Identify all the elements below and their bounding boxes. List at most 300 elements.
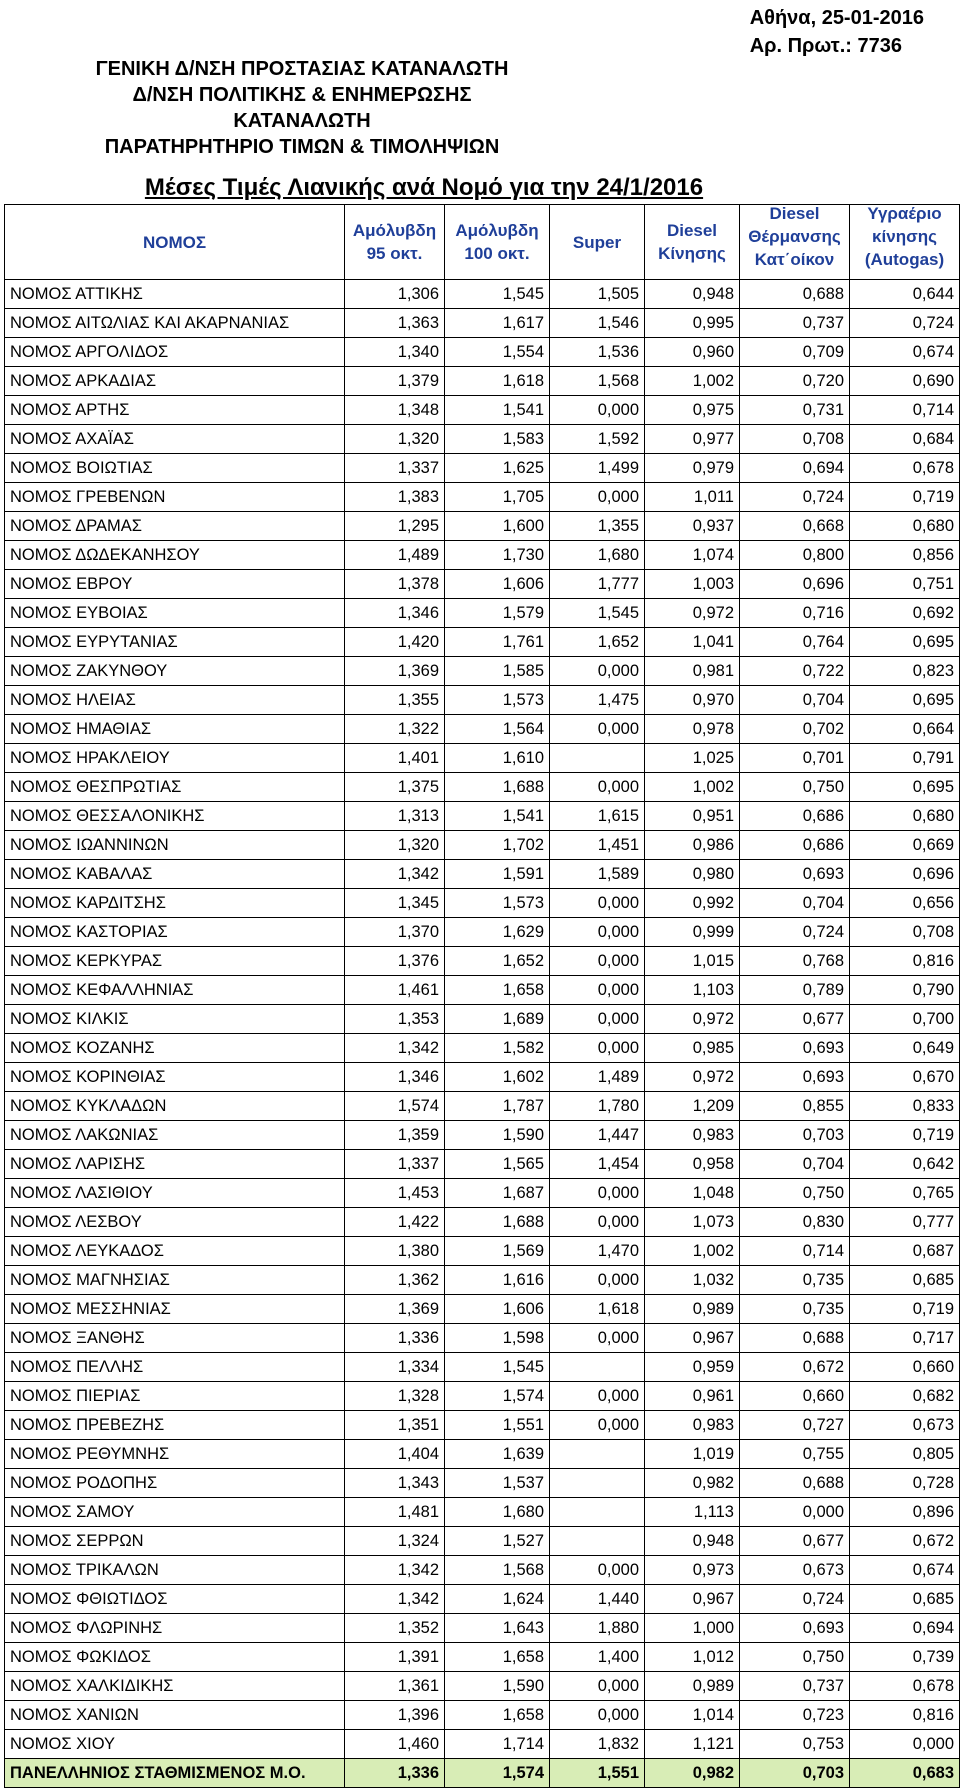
price-cell: 0,724 bbox=[850, 309, 960, 338]
price-cell: 1,451 bbox=[550, 831, 645, 860]
price-cell: 1,032 bbox=[645, 1266, 740, 1295]
price-cell: 0,982 bbox=[645, 1469, 740, 1498]
column-header-unleaded-100 bbox=[445, 205, 550, 280]
table-row bbox=[5, 309, 960, 338]
price-cell: 0,856 bbox=[850, 541, 960, 570]
table-row bbox=[5, 1730, 960, 1759]
price-cell: 0,723 bbox=[740, 1701, 850, 1730]
price-cell: 0,668 bbox=[740, 512, 850, 541]
column-header-text bbox=[745, 205, 844, 279]
price-cell: 0,694 bbox=[850, 1614, 960, 1643]
price-cell: 0,693 bbox=[740, 1063, 850, 1092]
price-cell: 0,693 bbox=[740, 1034, 850, 1063]
price-cell: 0,800 bbox=[740, 541, 850, 570]
prefecture-name-cell: ΝΟΜΟΣ ΓΡΕΒΕΝΩΝ bbox=[5, 483, 345, 512]
price-cell: 1,447 bbox=[550, 1121, 645, 1150]
price-cell: 0,709 bbox=[740, 338, 850, 367]
price-cell: 0,000 bbox=[550, 1179, 645, 1208]
price-cell: 0,702 bbox=[740, 715, 850, 744]
price-cell: 1,551 bbox=[550, 1759, 645, 1788]
prefecture-name-cell: ΝΟΜΟΣ ΚΥΚΛΑΔΩΝ bbox=[5, 1092, 345, 1121]
price-cell: 1,420 bbox=[345, 628, 445, 657]
price-cell: 0,973 bbox=[645, 1556, 740, 1585]
price-cell: 0,685 bbox=[850, 1585, 960, 1614]
price-cell: 1,615 bbox=[550, 802, 645, 831]
fuel-prices-table bbox=[4, 204, 960, 1788]
price-cell: 0,684 bbox=[850, 425, 960, 454]
table-row bbox=[5, 1237, 960, 1266]
price-cell: 0,680 bbox=[850, 512, 960, 541]
price-cell: 0,649 bbox=[850, 1034, 960, 1063]
price-cell: 0,000 bbox=[550, 1324, 645, 1353]
prefecture-name-cell: ΝΟΜΟΣ ΧΑΛΚΙΔΙΚΗΣ bbox=[5, 1672, 345, 1701]
price-cell: 1,489 bbox=[550, 1063, 645, 1092]
price-cell: 1,687 bbox=[445, 1179, 550, 1208]
prefecture-name-cell: ΝΟΜΟΣ ΛΑΡΙΣΗΣ bbox=[5, 1150, 345, 1179]
price-cell: 0,960 bbox=[645, 338, 740, 367]
price-cell: 1,340 bbox=[345, 338, 445, 367]
price-cell: 0,703 bbox=[740, 1759, 850, 1788]
price-cell: 1,551 bbox=[445, 1411, 550, 1440]
column-header-text bbox=[10, 205, 339, 279]
price-cell: 0,823 bbox=[850, 657, 960, 686]
price-cell: 1,574 bbox=[445, 1382, 550, 1411]
prefecture-name-cell: ΝΟΜΟΣ ΗΡΑΚΛΕΙΟΥ bbox=[5, 744, 345, 773]
price-cell: 0,951 bbox=[645, 802, 740, 831]
prefecture-name-cell: ΝΟΜΟΣ ΚΟΡΙΝΘΙΑΣ bbox=[5, 1063, 345, 1092]
price-cell: 0,978 bbox=[645, 715, 740, 744]
table-row bbox=[5, 1585, 960, 1614]
prefecture-name-cell: ΝΟΜΟΣ ΚΕΦΑΛΛΗΝΙΑΣ bbox=[5, 976, 345, 1005]
price-cell: 0,986 bbox=[645, 831, 740, 860]
prefecture-name-cell: ΝΟΜΟΣ ΣΕΡΡΩΝ bbox=[5, 1527, 345, 1556]
prefecture-name-cell: ΝΟΜΟΣ ΑΤΤΙΚΗΣ bbox=[5, 280, 345, 309]
price-cell: 0,805 bbox=[850, 1440, 960, 1469]
document-date: Αθήνα, 25-01-2016 bbox=[749, 7, 924, 29]
price-cell: 0,977 bbox=[645, 425, 740, 454]
prefecture-name-cell: ΝΟΜΟΣ ΕΥΡΥΤΑΝΙΑΣ bbox=[5, 628, 345, 657]
price-cell: 1,073 bbox=[645, 1208, 740, 1237]
price-cell: 0,980 bbox=[645, 860, 740, 889]
price-cell: 1,527 bbox=[445, 1527, 550, 1556]
prefecture-name-cell: ΝΟΜΟΣ ΠΙΕΡΙΑΣ bbox=[5, 1382, 345, 1411]
price-cell: 1,342 bbox=[345, 1556, 445, 1585]
table-row bbox=[5, 889, 960, 918]
price-cell: 1,658 bbox=[445, 1701, 550, 1730]
price-cell: 0,727 bbox=[740, 1411, 850, 1440]
prefecture-name-cell: ΝΟΜΟΣ ΛΕΥΚΑΔΟΣ bbox=[5, 1237, 345, 1266]
prefecture-name-cell: ΝΟΜΟΣ ΦΘΙΩΤΙΔΟΣ bbox=[5, 1585, 345, 1614]
price-cell: 0,750 bbox=[740, 1179, 850, 1208]
prefecture-name-cell: ΝΟΜΟΣ ΠΡΕΒΕΖΗΣ bbox=[5, 1411, 345, 1440]
prefecture-name-cell: ΝΟΜΟΣ ΑΡΓΟΛΙΔΟΣ bbox=[5, 338, 345, 367]
table-row bbox=[5, 860, 960, 889]
price-cell: 1,012 bbox=[645, 1643, 740, 1672]
prefecture-name-cell: ΝΟΜΟΣ ΙΩΑΝΝΙΝΩΝ bbox=[5, 831, 345, 860]
table-row bbox=[5, 715, 960, 744]
price-cell: 0,751 bbox=[850, 570, 960, 599]
price-cell: 1,688 bbox=[445, 1208, 550, 1237]
price-cell: 1,352 bbox=[345, 1614, 445, 1643]
price-cell: 0,735 bbox=[740, 1295, 850, 1324]
price-cell: 1,629 bbox=[445, 918, 550, 947]
price-cell: 1,680 bbox=[445, 1498, 550, 1527]
prefecture-name-cell: ΝΟΜΟΣ ΚΑΡΔΙΤΣΗΣ bbox=[5, 889, 345, 918]
org-line-directorate: Δ/ΝΣΗ ΠΟΛΙΤΙΚΗΣ & ΕΝΗΜΕΡΩΣΗΣ ΚΑΤΑΝΑΛΩΤΗ bbox=[132, 84, 472, 132]
column-header-line: Αμόλυβδη bbox=[352, 221, 437, 240]
price-cell: 0,656 bbox=[850, 889, 960, 918]
table-row bbox=[5, 686, 960, 715]
price-cell: 1,489 bbox=[345, 541, 445, 570]
column-header-line: 95 οκτ. bbox=[366, 244, 423, 263]
price-cell: 0,688 bbox=[740, 1324, 850, 1353]
price-cell: 1,761 bbox=[445, 628, 550, 657]
price-cell: 0,777 bbox=[850, 1208, 960, 1237]
table-row bbox=[5, 1643, 960, 1672]
price-cell: 1,617 bbox=[445, 309, 550, 338]
price-cell: 0,790 bbox=[850, 976, 960, 1005]
table-row bbox=[5, 1150, 960, 1179]
price-cell: 1,343 bbox=[345, 1469, 445, 1498]
price-cell: 0,750 bbox=[740, 773, 850, 802]
price-cell: 0,000 bbox=[550, 1034, 645, 1063]
price-cell: 0,765 bbox=[850, 1179, 960, 1208]
price-cell: 1,714 bbox=[445, 1730, 550, 1759]
price-cell: 1,345 bbox=[345, 889, 445, 918]
price-cell: 0,683 bbox=[850, 1759, 960, 1788]
table-row bbox=[5, 338, 960, 367]
price-cell: 1,475 bbox=[550, 686, 645, 715]
prefecture-name-cell: ΝΟΜΟΣ ΒΟΙΩΤΙΑΣ bbox=[5, 454, 345, 483]
price-cell: 1,376 bbox=[345, 947, 445, 976]
prefecture-name-cell: ΝΟΜΟΣ ΛΑΚΩΝΙΑΣ bbox=[5, 1121, 345, 1150]
price-cell: 0,816 bbox=[850, 947, 960, 976]
price-cell: 0,719 bbox=[850, 483, 960, 512]
price-cell: 1,041 bbox=[645, 628, 740, 657]
price-cell: 0,000 bbox=[550, 918, 645, 947]
protocol-number: Αρ. Πρωτ.: 7736 bbox=[749, 35, 902, 57]
prefecture-name-cell: ΝΟΜΟΣ ΕΥΒΟΙΑΣ bbox=[5, 599, 345, 628]
column-header-line: Υγραέριο bbox=[867, 205, 942, 223]
table-row bbox=[5, 744, 960, 773]
table-row bbox=[5, 1469, 960, 1498]
price-cell: 0,999 bbox=[645, 918, 740, 947]
price-cell: 0,660 bbox=[740, 1382, 850, 1411]
price-cell bbox=[550, 1440, 645, 1469]
price-cell: 0,739 bbox=[850, 1643, 960, 1672]
price-cell: 0,722 bbox=[740, 657, 850, 686]
prefecture-name-cell: ΝΟΜΟΣ ΘΕΣΣΑΛΟΝΙΚΗΣ bbox=[5, 802, 345, 831]
prefecture-name-cell: ΝΟΜΟΣ ΑΧΑΪΑΣ bbox=[5, 425, 345, 454]
table-row bbox=[5, 976, 960, 1005]
table-row bbox=[5, 599, 960, 628]
price-cell: 1,074 bbox=[645, 541, 740, 570]
price-cell: 1,568 bbox=[550, 367, 645, 396]
prefecture-name-cell: ΝΟΜΟΣ ΚΑΒΑΛΑΣ bbox=[5, 860, 345, 889]
price-cell: 1,573 bbox=[445, 889, 550, 918]
price-cell: 1,652 bbox=[445, 947, 550, 976]
column-header-prefecture bbox=[5, 205, 345, 280]
price-cell: 1,396 bbox=[345, 1701, 445, 1730]
price-cell: 0,686 bbox=[740, 802, 850, 831]
column-header-text bbox=[450, 205, 544, 279]
prefecture-name-cell: ΠΑΝΕΛΛΗΝΙΟΣ ΣΤΑΘΜΙΣΜΕΝΟΣ Μ.Ο. bbox=[5, 1759, 345, 1788]
price-cell: 0,693 bbox=[740, 1614, 850, 1643]
prefecture-name-cell: ΝΟΜΟΣ ΚΑΣΤΟΡΙΑΣ bbox=[5, 918, 345, 947]
price-cell: 0,972 bbox=[645, 599, 740, 628]
price-cell: 1,379 bbox=[345, 367, 445, 396]
price-cell: 0,694 bbox=[740, 454, 850, 483]
price-cell: 0,731 bbox=[740, 396, 850, 425]
price-cell: 0,674 bbox=[850, 1556, 960, 1585]
price-cell: 0,708 bbox=[740, 425, 850, 454]
column-header-text bbox=[350, 205, 439, 279]
price-cell: 1,564 bbox=[445, 715, 550, 744]
price-cell: 1,545 bbox=[445, 280, 550, 309]
price-cell: 1,787 bbox=[445, 1092, 550, 1121]
price-cell: 1,391 bbox=[345, 1643, 445, 1672]
price-cell: 0,000 bbox=[740, 1498, 850, 1527]
price-cell: 1,346 bbox=[345, 599, 445, 628]
column-header-line: Diesel bbox=[769, 205, 820, 223]
price-cell: 0,696 bbox=[740, 570, 850, 599]
price-cell: 1,777 bbox=[550, 570, 645, 599]
price-cell: 1,336 bbox=[345, 1324, 445, 1353]
price-cell: 0,000 bbox=[550, 396, 645, 425]
price-cell: 0,704 bbox=[740, 686, 850, 715]
price-cell: 1,342 bbox=[345, 1585, 445, 1614]
price-cell: 1,422 bbox=[345, 1208, 445, 1237]
price-cell: 1,025 bbox=[645, 744, 740, 773]
price-cell: 0,959 bbox=[645, 1353, 740, 1382]
price-cell: 1,378 bbox=[345, 570, 445, 599]
table-row bbox=[5, 1614, 960, 1643]
price-cell: 1,306 bbox=[345, 280, 445, 309]
column-header-line: (Autogas) bbox=[864, 250, 945, 269]
price-cell: 1,591 bbox=[445, 860, 550, 889]
table-row bbox=[5, 1556, 960, 1585]
price-cell: 1,361 bbox=[345, 1672, 445, 1701]
price-cell: 1,019 bbox=[645, 1440, 740, 1469]
price-cell: 0,000 bbox=[550, 947, 645, 976]
price-cell: 1,573 bbox=[445, 686, 550, 715]
price-cell: 0,000 bbox=[550, 1672, 645, 1701]
price-cell: 0,000 bbox=[550, 1556, 645, 1585]
table-header-row bbox=[5, 205, 960, 280]
price-cell: 0,737 bbox=[740, 309, 850, 338]
price-cell: 1,705 bbox=[445, 483, 550, 512]
price-cell: 0,695 bbox=[850, 686, 960, 715]
price-cell: 1,461 bbox=[345, 976, 445, 1005]
price-cell: 0,714 bbox=[740, 1237, 850, 1266]
price-cell: 1,346 bbox=[345, 1063, 445, 1092]
table-row bbox=[5, 454, 960, 483]
price-cell: 1,348 bbox=[345, 396, 445, 425]
price-cell: 1,002 bbox=[645, 367, 740, 396]
table-row bbox=[5, 802, 960, 831]
table-row bbox=[5, 1121, 960, 1150]
price-cell: 0,992 bbox=[645, 889, 740, 918]
price-cell: 1,401 bbox=[345, 744, 445, 773]
price-cell: 0,703 bbox=[740, 1121, 850, 1150]
column-header-unleaded-95 bbox=[345, 205, 445, 280]
price-cell: 0,000 bbox=[550, 1382, 645, 1411]
price-cell: 0,896 bbox=[850, 1498, 960, 1527]
price-cell: 1,337 bbox=[345, 454, 445, 483]
price-cell: 1,658 bbox=[445, 1643, 550, 1672]
price-cell: 0,970 bbox=[645, 686, 740, 715]
price-cell: 0,687 bbox=[850, 1237, 960, 1266]
page-title-text: Μέσες Τιμές Λιανικής ανά Νομό για την 24/1/2016 bbox=[144, 174, 704, 201]
price-cell: 0,961 bbox=[645, 1382, 740, 1411]
price-cell: 0,000 bbox=[550, 1005, 645, 1034]
price-cell: 1,880 bbox=[550, 1614, 645, 1643]
price-cell: 1,499 bbox=[550, 454, 645, 483]
prefecture-name-cell: ΝΟΜΟΣ ΘΕΣΠΡΩΤΙΑΣ bbox=[5, 773, 345, 802]
price-cell: 0,688 bbox=[740, 280, 850, 309]
price-cell: 0,674 bbox=[850, 338, 960, 367]
table-row bbox=[5, 1440, 960, 1469]
price-cell: 1,380 bbox=[345, 1237, 445, 1266]
price-cell: 1,616 bbox=[445, 1266, 550, 1295]
table-row bbox=[5, 396, 960, 425]
price-cell: 1,334 bbox=[345, 1353, 445, 1382]
price-cell: 0,967 bbox=[645, 1585, 740, 1614]
prefecture-name-cell: ΝΟΜΟΣ ΑΡΚΑΔΙΑΣ bbox=[5, 367, 345, 396]
price-cell: 0,720 bbox=[740, 367, 850, 396]
price-cell bbox=[550, 1353, 645, 1382]
column-header-text bbox=[855, 205, 954, 279]
price-cell: 1,011 bbox=[645, 483, 740, 512]
table-row bbox=[5, 947, 960, 976]
price-cell: 1,589 bbox=[550, 860, 645, 889]
price-cell: 1,680 bbox=[550, 541, 645, 570]
prefecture-name-cell: ΝΟΜΟΣ ΞΑΝΘΗΣ bbox=[5, 1324, 345, 1353]
price-cell: 1,383 bbox=[345, 483, 445, 512]
price-cell: 1,363 bbox=[345, 309, 445, 338]
price-cell: 0,724 bbox=[740, 918, 850, 947]
price-cell: 0,644 bbox=[850, 280, 960, 309]
table-row bbox=[5, 1411, 960, 1440]
org-line-general-directorate: ΓΕΝΙΚΗ Δ/ΝΣΗ ΠΡΟΣΤΑΣΙΑΣ ΚΑΤΑΝΑΛΩΤΗ bbox=[95, 58, 509, 80]
column-header-line: Αμόλυβδη bbox=[455, 221, 539, 240]
price-cell: 1,602 bbox=[445, 1063, 550, 1092]
price-cell: 1,600 bbox=[445, 512, 550, 541]
table-row bbox=[5, 280, 960, 309]
price-cell: 1,643 bbox=[445, 1614, 550, 1643]
price-cell: 0,704 bbox=[740, 1150, 850, 1179]
price-cell: 0,000 bbox=[850, 1730, 960, 1759]
price-cell: 0,768 bbox=[740, 947, 850, 976]
price-cell: 1,702 bbox=[445, 831, 550, 860]
price-cell: 0,975 bbox=[645, 396, 740, 425]
table-row bbox=[5, 570, 960, 599]
price-cell: 1,624 bbox=[445, 1585, 550, 1614]
price-cell: 0,000 bbox=[550, 1701, 645, 1730]
price-cell: 1,625 bbox=[445, 454, 550, 483]
price-cell: 1,460 bbox=[345, 1730, 445, 1759]
price-cell: 0,948 bbox=[645, 1527, 740, 1556]
price-cell: 0,967 bbox=[645, 1324, 740, 1353]
organization-heading bbox=[62, 56, 542, 160]
table-row bbox=[5, 1063, 960, 1092]
prefecture-name-cell: ΝΟΜΟΣ ΡΟΔΟΠΗΣ bbox=[5, 1469, 345, 1498]
price-cell: 0,830 bbox=[740, 1208, 850, 1237]
price-cell: 0,816 bbox=[850, 1701, 960, 1730]
price-cell: 1,590 bbox=[445, 1121, 550, 1150]
price-cell: 0,670 bbox=[850, 1063, 960, 1092]
price-cell: 0,677 bbox=[740, 1527, 850, 1556]
column-header-diesel-motion bbox=[645, 205, 740, 280]
price-cell: 0,764 bbox=[740, 628, 850, 657]
price-cell: 1,574 bbox=[445, 1759, 550, 1788]
column-header-line: Super bbox=[572, 232, 622, 252]
price-cell: 1,568 bbox=[445, 1556, 550, 1585]
price-cell: 1,618 bbox=[445, 367, 550, 396]
price-cell: 1,481 bbox=[345, 1498, 445, 1527]
price-cell: 0,672 bbox=[850, 1527, 960, 1556]
prefecture-name-cell: ΝΟΜΟΣ ΚΕΡΚΥΡΑΣ bbox=[5, 947, 345, 976]
price-cell: 0,000 bbox=[550, 889, 645, 918]
price-cell: 0,958 bbox=[645, 1150, 740, 1179]
price-cell: 1,730 bbox=[445, 541, 550, 570]
price-cell: 1,002 bbox=[645, 1237, 740, 1266]
price-cell: 0,755 bbox=[740, 1440, 850, 1469]
document-date-block bbox=[750, 4, 924, 60]
price-cell: 1,355 bbox=[345, 686, 445, 715]
table-row bbox=[5, 1295, 960, 1324]
price-cell: 1,400 bbox=[550, 1643, 645, 1672]
price-cell: 0,724 bbox=[740, 483, 850, 512]
prefecture-name-cell: ΝΟΜΟΣ ΡΕΘΥΜΝΗΣ bbox=[5, 1440, 345, 1469]
table-row bbox=[5, 1034, 960, 1063]
column-header-line: 100 οκτ. bbox=[464, 244, 530, 263]
table-row bbox=[5, 1179, 960, 1208]
price-cell: 1,362 bbox=[345, 1266, 445, 1295]
price-cell: 1,048 bbox=[645, 1179, 740, 1208]
price-cell: 1,536 bbox=[550, 338, 645, 367]
price-cell: 0,728 bbox=[850, 1469, 960, 1498]
price-cell: 0,682 bbox=[850, 1382, 960, 1411]
price-cell: 0,719 bbox=[850, 1295, 960, 1324]
price-cell: 1,295 bbox=[345, 512, 445, 541]
price-cell: 1,579 bbox=[445, 599, 550, 628]
table-row bbox=[5, 1672, 960, 1701]
price-cell: 1,780 bbox=[550, 1092, 645, 1121]
price-cell: 0,937 bbox=[645, 512, 740, 541]
price-cell: 1,610 bbox=[445, 744, 550, 773]
price-cell: 0,642 bbox=[850, 1150, 960, 1179]
table-row bbox=[5, 1353, 960, 1382]
price-cell: 0,664 bbox=[850, 715, 960, 744]
price-cell: 1,832 bbox=[550, 1730, 645, 1759]
price-cell: 1,585 bbox=[445, 657, 550, 686]
price-cell: 1,113 bbox=[645, 1498, 740, 1527]
price-cell: 0,000 bbox=[550, 773, 645, 802]
price-cell: 1,324 bbox=[345, 1527, 445, 1556]
page-title bbox=[0, 174, 960, 202]
price-cell: 0,660 bbox=[850, 1353, 960, 1382]
price-cell: 1,440 bbox=[550, 1585, 645, 1614]
price-cell: 0,696 bbox=[850, 860, 960, 889]
price-cell: 0,704 bbox=[740, 889, 850, 918]
price-cell: 1,370 bbox=[345, 918, 445, 947]
table-row bbox=[5, 1092, 960, 1121]
price-cell: 1,342 bbox=[345, 860, 445, 889]
org-line-observatory: ΠΑΡΑΤΗΡΗΤΗΡΙΟ ΤΙΜΩΝ & ΤΙΜΟΛΗΨΙΩΝ bbox=[104, 136, 500, 158]
prefecture-name-cell: ΝΟΜΟΣ ΦΩΚΙΔΟΣ bbox=[5, 1643, 345, 1672]
price-cell: 0,669 bbox=[850, 831, 960, 860]
